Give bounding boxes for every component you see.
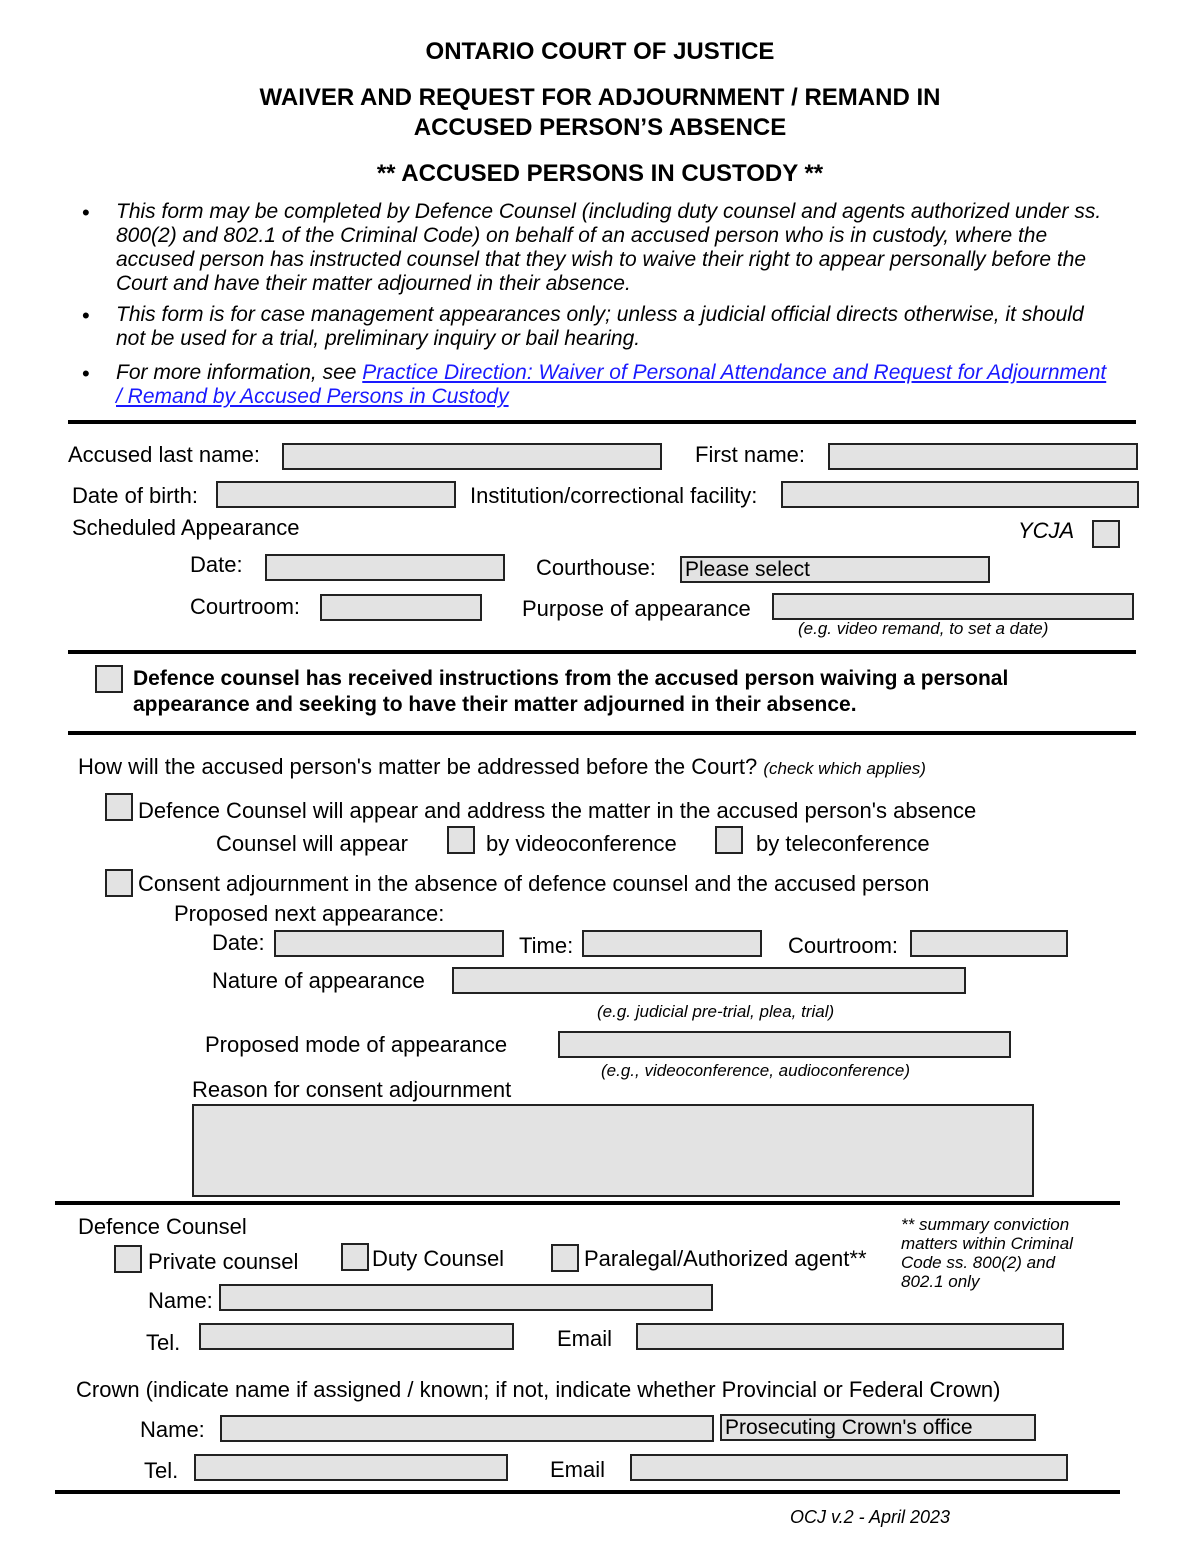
form-title-line1: WAIVER AND REQUEST FOR ADJOURNMENT / REMAND IN: [259, 84, 941, 111]
purpose-field[interactable]: [772, 593, 1134, 620]
crown-tel-field[interactable]: [194, 1454, 508, 1481]
counsel-appear-option: Defence Counsel will appear and address the matter in the accused person's absence: [138, 798, 977, 823]
matter-question: [78, 754, 926, 780]
duty-counsel-label: Duty Counsel: [372, 1246, 505, 1271]
crown-email-field[interactable]: [630, 1454, 1068, 1481]
section-divider: [68, 650, 1136, 654]
crown-tel-label: Tel.: [144, 1458, 179, 1483]
videoconference-label: by videoconference: [486, 831, 677, 856]
section-divider: [55, 1201, 1120, 1205]
reason-textarea[interactable]: [192, 1104, 1034, 1197]
institution-field[interactable]: [781, 481, 1139, 508]
teleconference-checkbox[interactable]: [715, 826, 743, 854]
purpose-hint: (e.g. video remand, to set a date): [798, 619, 1049, 638]
defence-name-field[interactable]: [219, 1284, 713, 1311]
bullet-3: [116, 361, 1116, 409]
paralegal-label: Paralegal/Authorized agent**: [584, 1246, 867, 1271]
first-name-label: First name:: [695, 442, 806, 467]
section-divider: [68, 420, 1136, 424]
institution-label: Institution/correctional facility:: [470, 483, 758, 508]
crown-name-label: Name:: [140, 1417, 205, 1442]
next-date-field[interactable]: [274, 930, 504, 957]
summary-conviction-note: ** summary conviction matters within Criminal Code ss. 800(2) and 802.1 only: [901, 1215, 1073, 1291]
scheduled-courtroom-field[interactable]: [320, 594, 482, 621]
bullet-icon: •: [82, 361, 90, 386]
defence-heading: Defence Counsel: [78, 1214, 247, 1239]
crown-heading: Crown (indicate name if assigned / known; if not, indicate whether Provincial or Federal Crown): [76, 1377, 1001, 1402]
form-subtitle: ** ACCUSED PERSONS IN CUSTODY **: [376, 160, 824, 187]
bullet-3-prefix: For more information, see: [116, 361, 363, 384]
consent-adjournment-checkbox[interactable]: [105, 869, 133, 897]
crown-name-field[interactable]: [220, 1415, 714, 1442]
form-title-line2: ACCUSED PERSON’S ABSENCE: [413, 114, 787, 141]
mode-label: Proposed mode of appearance: [205, 1032, 508, 1057]
form-version: OCJ v.2 - April 2023: [790, 1507, 951, 1527]
matter-question-hint: (check which applies): [763, 759, 926, 778]
courthouse-label: Courthouse:: [536, 555, 656, 580]
counsel-will-appear-label: Counsel will appear: [216, 831, 408, 856]
first-name-field[interactable]: [828, 443, 1138, 470]
instructions-checkbox[interactable]: [95, 665, 123, 693]
matter-question-text: How will the accused person's matter be addressed before the Court?: [78, 754, 758, 779]
dob-label: Date of birth:: [72, 483, 198, 508]
teleconference-label: by teleconference: [756, 831, 930, 856]
defence-name-label: Name:: [148, 1288, 213, 1313]
practice-direction-link[interactable]: Practice Direction: Waiver of Personal Attendance and Request for Adjournment / Remand by Accused Persons in Custody: [116, 361, 1107, 408]
bullet-2: This form is for case management appearances only; unless a judicial official directs otherwise, it should not be used for a trial, preliminary inquiry or bail hearing.: [116, 303, 1084, 350]
mode-field[interactable]: [558, 1031, 1011, 1058]
proposed-next-label: Proposed next appearance:: [174, 901, 445, 926]
dob-field[interactable]: [216, 481, 456, 508]
ycja-checkbox[interactable]: [1092, 520, 1120, 548]
ycja-label: YCJA: [1018, 518, 1075, 543]
bullet-1: This form may be completed by Defence Counsel (including duty counsel and agents authorized under ss. 800(2) and 802.1 of the Criminal Code) on behalf of an accused person who is in custody, where the accused person has instructed counsel that they wish to waive their right to appear personally before the Court and have their matter adjourned in their absence.: [116, 200, 1102, 295]
nature-field[interactable]: [452, 967, 966, 994]
crown-email-label: Email: [550, 1457, 606, 1482]
defence-tel-label: Tel.: [146, 1330, 181, 1355]
next-time-label: Time:: [519, 933, 574, 958]
videoconference-checkbox[interactable]: [447, 826, 475, 854]
scheduled-courtroom-label: Courtroom:: [190, 594, 301, 619]
bullet-icon: •: [82, 303, 90, 328]
courthouse-select[interactable]: Please select: [680, 556, 990, 583]
instructions-text: Defence counsel has received instructions from the accused person waiving a personal appearance and seeking to have their matter adjourned in their absence.: [133, 667, 1009, 716]
section-divider: [68, 731, 1136, 735]
scheduled-appearance-label: Scheduled Appearance: [72, 515, 300, 540]
section-divider: [55, 1490, 1120, 1494]
accused-last-name-label: Accused last name:: [68, 442, 260, 467]
paralegal-checkbox[interactable]: [551, 1244, 579, 1272]
court-title: ONTARIO COURT OF JUSTICE: [425, 38, 775, 65]
accused-last-name-field[interactable]: [282, 443, 662, 470]
counsel-appear-checkbox[interactable]: [105, 793, 133, 821]
next-courtroom-label: Courtroom:: [788, 933, 899, 958]
defence-email-label: Email: [557, 1326, 613, 1351]
scheduled-date-field[interactable]: [265, 554, 505, 581]
next-date-label: Date:: [212, 930, 265, 955]
scheduled-date-label: Date:: [190, 552, 243, 577]
crown-office-select[interactable]: Prosecuting Crown's office: [720, 1414, 1036, 1441]
next-courtroom-field[interactable]: [910, 930, 1068, 957]
defence-tel-field[interactable]: [199, 1323, 514, 1350]
nature-hint: (e.g. judicial pre-trial, plea, trial): [597, 1002, 835, 1021]
defence-email-field[interactable]: [636, 1323, 1064, 1350]
purpose-label: Purpose of appearance: [522, 596, 751, 621]
mode-hint: (e.g., videoconference, audioconference): [601, 1061, 911, 1080]
consent-adjournment-option: Consent adjournment in the absence of defence counsel and the accused person: [138, 871, 930, 896]
private-counsel-label: Private counsel: [148, 1249, 299, 1274]
bullet-icon: •: [82, 200, 90, 225]
next-time-field[interactable]: [582, 930, 762, 957]
duty-counsel-checkbox[interactable]: [341, 1243, 369, 1271]
reason-label: Reason for consent adjournment: [192, 1077, 512, 1102]
private-counsel-checkbox[interactable]: [114, 1245, 142, 1273]
nature-label: Nature of appearance: [212, 968, 425, 993]
